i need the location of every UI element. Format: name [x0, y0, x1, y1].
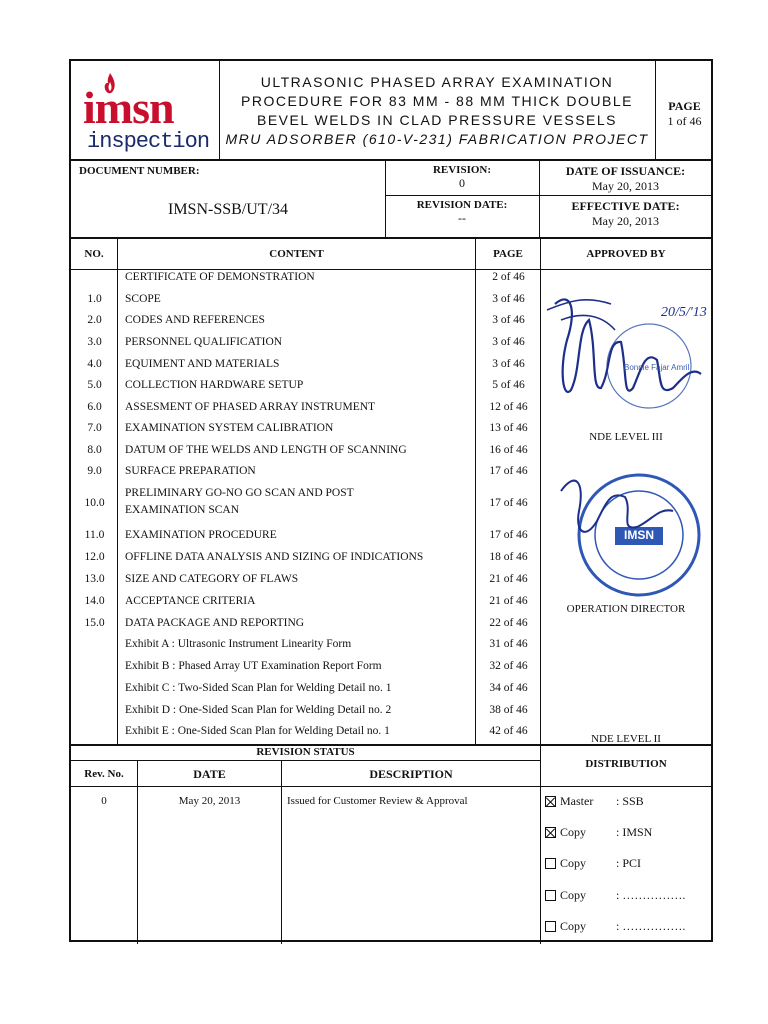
toc-header-no: NO.: [84, 248, 104, 260]
revision-row-date: May 20, 2013: [178, 795, 241, 807]
title-line-4: MRU ADSORBER (610-V-231) FABRICATION PROJECT: [225, 131, 649, 147]
distribution-item: Copy : PCI: [545, 856, 710, 871]
signature-nde-level-3: [541, 270, 711, 420]
checkbox-checked[interactable]: [545, 827, 556, 838]
logo-sub: inspection: [87, 129, 210, 154]
logo-name: imsn: [83, 82, 174, 133]
role-operation-director: OPERATION DIRECTOR: [566, 603, 686, 615]
revision-col-desc: DESCRIPTION: [369, 767, 453, 781]
distribution-item: Copy : …………….: [545, 919, 710, 934]
distribution-item: Copy : IMSN: [545, 825, 710, 840]
checkbox-unchecked[interactable]: [545, 858, 556, 869]
signature-date: 20/5/'13: [661, 305, 707, 320]
role-nde-level-2: NDE LEVEL II: [591, 733, 661, 745]
toc-row: 10.0 PRELIMINARY GO-NO GO SCAN AND POST EXAMINATION SCAN 17 of 46: [84, 487, 528, 516]
role-nde-level-3: NDE LEVEL III: [589, 431, 663, 443]
page-label: PAGE: [668, 99, 701, 113]
distribution-item: Master : SSB: [545, 794, 710, 809]
distribution-title: DISTRIBUTION: [585, 758, 667, 770]
revision-row-rev: 0: [101, 795, 107, 807]
title-line-2: PROCEDURE FOR 83 MM - 88 MM THICK DOUBLE: [241, 93, 633, 109]
checkbox-checked[interactable]: [545, 796, 556, 807]
toc-header-page: PAGE: [493, 248, 523, 260]
document-number: IMSN-SSB/UT/34: [167, 201, 289, 218]
title-line-3: BEVEL WELDS IN CLAD PRESSURE VESSELS: [256, 112, 618, 128]
toc-header-approved: APPROVED BY: [586, 248, 666, 260]
logo: [83, 71, 213, 156]
checkbox-unchecked[interactable]: [545, 890, 556, 901]
distribution-item: Copy : …………….: [545, 888, 710, 903]
title-line-1: ULTRASONIC PHASED ARRAY EXAMINATION: [260, 74, 614, 90]
issuance-date-label: DATE OF ISSUANCE:: [565, 164, 686, 178]
revision-col-rev: Rev. No.: [84, 768, 124, 780]
asnt-seal-name: Bonnie Fajar Amril: [624, 363, 690, 372]
issuance-date-value: May 20, 2013: [592, 179, 659, 193]
revision-date-label: REVISION DATE:: [416, 199, 508, 211]
revision-label: REVISION:: [432, 164, 492, 176]
document-title: [221, 73, 653, 149]
document-number-label: DOCUMENT NUMBER:: [79, 165, 200, 177]
document-page: imsn inspection ULTRASONIC PHASED ARRAY EXAMINATION PROCEDURE FOR 83 MM - 88 MM THICK DOUBLE BEVEL WELDS IN CLAD PRESSURE VESSELS MRU ADSORBER (610-V-231) FABRICATION PROJECT PAGE 1 of 46 DOCUMENT NUMBER: IMSN-SSB/UT/34 REVISION: 0 REVISION DATE: -- DATE OF ISSUANCE: May 20, 2013 EFFECTIVE DATE: May 20, 2013 NO. CONTENT PAGE APPROVED BY CERTIFICATE OF DEMONSTRATION 2 of 46 1.0 SCOPE 3 of 46 2.0 CODES AND REFERENCES 3 of 46 3.0 PERSONNEL QUALIFICATION 3 of 46 4.0 EQUIMENT AND MATERIALS 3 of 46 5.0 COLLECTION HARDWARE SETUP 5 of 46 6.0 ASSESMENT OF PHASED ARRAY INSTRUMENT 12 of 46 7.0 EXAMINATION SYSTEM CALIBRATION 13 of 46 8.0 DATUM OF THE WELDS AND LENGTH OF SCANNING 16 of 46 9.0 SURFACE PREPARATION 17 of 46 10.0 PRELIMINARY GO-NO GO SCAN AND POST EXAMINATION SCAN 17 of 46 11.0 EXAMINATION PROCEDURE 17 of 46 12.0 OFFLINE DATA ANALYSIS AND SIZING OF INDICATIONS 18 of 46 13.0 SIZE AND CATEGORY OF FLAWS 21 of 46 14.0 ACCEPTANCE CRITERIA 21 of 46 15.0 DATA PACKAGE AND REPORTING 22 of 46 Exhibit A : Ultrasonic Instrument Linearity Form 31 of 46 Exhibit B : Phased Array UT Examination Report Form 32 of 46 Exhibit C : Two-Sided Scan Plan for Welding Detail no. 1 34 of 46 Exhibit D : One-Sided Scan Plan for Welding Detail no. 2 38 of 46 Exhibit E : One-Sided Scan Plan for Welding Detail no. 1 42 of 46 20/5/'13 Bonnie Fajar Amril NDE LEVEL III IMSN OPERATION DIRECTOR NDE LEVEL II REVISION STATUS Rev. No. DATE DESCRIPTION 0 May 20, 2013 Issued for Customer Review & Approval DISTRIBUTION Master : SSB Copy : IMSN Copy : PCI Copy : ……………. Copy : …………….: [69, 59, 713, 942]
effective-date-value: May 20, 2013: [592, 214, 659, 228]
toc-header-content: CONTENT: [269, 248, 324, 260]
page-number: 1 of 46: [667, 114, 702, 128]
checkbox-unchecked[interactable]: [545, 921, 556, 932]
effective-date-label: EFFECTIVE DATE:: [571, 199, 680, 213]
revision-date-value: --: [458, 211, 466, 225]
revision-col-date: DATE: [193, 767, 226, 781]
revision-value: 0: [459, 176, 465, 190]
revision-status-title: REVISION STATUS: [256, 746, 355, 758]
revision-row-desc: Issued for Customer Review & Approval: [287, 795, 468, 807]
company-seal-center: IMSN: [624, 528, 654, 542]
